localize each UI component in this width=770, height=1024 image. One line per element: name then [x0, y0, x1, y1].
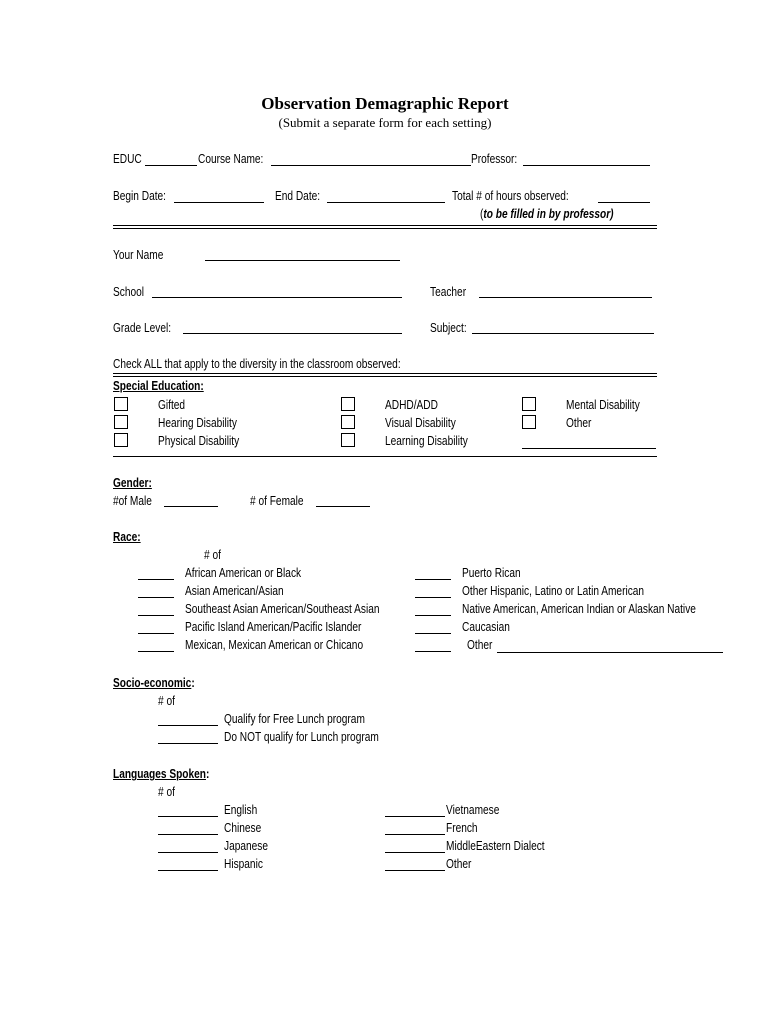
race-count-field[interactable]: [138, 639, 174, 652]
race-option: Pacific Island American/Pacific Islander: [185, 619, 362, 634]
checkbox-hearing-disability[interactable]: [114, 415, 128, 429]
language-count-field[interactable]: [385, 858, 445, 871]
grade-level-label: Grade Level:: [113, 320, 172, 335]
professor-label: Professor:: [471, 151, 518, 166]
language-count-field[interactable]: [158, 822, 218, 835]
diversity-prompt: Check ALL that apply to the diversity in the classroom observed:: [113, 356, 401, 371]
language-count-field[interactable]: [158, 840, 218, 853]
educ-field[interactable]: [145, 153, 197, 166]
language-option: Other: [446, 856, 472, 871]
race-option: Native American, American Indian or Alaskan Native: [462, 601, 696, 616]
race-count-header: # of: [204, 547, 221, 562]
option-label: ADHD/ADD: [385, 397, 438, 412]
educ-label: EDUC: [113, 151, 142, 166]
checkbox-mental-disability[interactable]: [522, 397, 536, 411]
race-count-field[interactable]: [415, 567, 451, 580]
race-count-field[interactable]: [415, 585, 451, 598]
language-option: Chinese: [224, 820, 262, 835]
female-label: # of Female: [250, 493, 304, 508]
language-option: Vietnamese: [446, 802, 500, 817]
no-lunch-count-field[interactable]: [158, 731, 218, 744]
socio-economic-heading: Socio-economic:: [113, 675, 195, 690]
languages-heading: Languages Spoken:: [113, 766, 210, 781]
divider: [113, 228, 657, 229]
your-name-field[interactable]: [205, 248, 400, 261]
race-option: African American or Black: [185, 565, 302, 580]
begin-date-label: Begin Date:: [113, 188, 166, 203]
course-name-field[interactable]: [271, 153, 471, 166]
checkbox-learning-disability[interactable]: [341, 433, 355, 447]
begin-date-field[interactable]: [174, 190, 264, 203]
other-disability-field[interactable]: [522, 436, 656, 449]
option-label: Visual Disability: [385, 415, 456, 430]
divider: [113, 373, 657, 374]
option-label: Physical Disability: [158, 433, 240, 448]
race-option: Southeast Asian American/Southeast Asian: [185, 601, 380, 616]
total-hours-field[interactable]: [598, 190, 650, 203]
divider: [113, 376, 657, 377]
race-heading: Race:: [113, 529, 141, 544]
language-option: Hispanic: [224, 856, 263, 871]
school-field[interactable]: [152, 285, 402, 298]
end-date-field[interactable]: [327, 190, 445, 203]
language-option: Japanese: [224, 838, 268, 853]
special-education-heading: Special Education:: [113, 378, 204, 393]
school-label: School: [113, 284, 145, 299]
language-count-field[interactable]: [385, 804, 445, 817]
race-option: Mexican, Mexican American or Chicano: [185, 637, 364, 652]
subject-label: Subject:: [430, 320, 467, 335]
checkbox-physical-disability[interactable]: [114, 433, 128, 447]
divider: [113, 225, 657, 226]
professor-field[interactable]: [523, 153, 650, 166]
professor-note: (to be filled in by professor): [480, 206, 614, 221]
teacher-field[interactable]: [479, 285, 652, 298]
checkbox-adhd[interactable]: [341, 397, 355, 411]
male-label: #of Male: [113, 493, 152, 508]
grade-level-field[interactable]: [183, 321, 402, 334]
language-option: English: [224, 802, 258, 817]
race-option: Asian American/Asian: [185, 583, 284, 598]
subject-field[interactable]: [472, 321, 654, 334]
language-count-field[interactable]: [158, 858, 218, 871]
language-count-field[interactable]: [385, 840, 445, 853]
race-count-field[interactable]: [415, 621, 451, 634]
race-option: Puerto Rican: [462, 565, 521, 580]
race-option: Other: [467, 637, 493, 652]
race-count-field[interactable]: [138, 567, 174, 580]
language-count-field[interactable]: [385, 822, 445, 835]
race-count-field[interactable]: [138, 603, 174, 616]
checkbox-gifted[interactable]: [114, 397, 128, 411]
male-count-field[interactable]: [164, 494, 218, 507]
language-option: French: [446, 820, 478, 835]
socio-option: Do NOT qualify for Lunch program: [224, 729, 379, 744]
option-label: Gifted: [158, 397, 186, 412]
language-option: MiddleEastern Dialect: [446, 838, 545, 853]
page-subtitle: (Submit a separate form for each setting): [278, 115, 492, 130]
race-other-field[interactable]: [497, 640, 723, 653]
socio-option: Qualify for Free Lunch program: [224, 711, 365, 726]
race-count-field[interactable]: [138, 621, 174, 634]
checkbox-visual-disability[interactable]: [341, 415, 355, 429]
race-count-field[interactable]: [415, 639, 451, 652]
teacher-label: Teacher: [430, 284, 467, 299]
checkbox-other[interactable]: [522, 415, 536, 429]
option-label: Hearing Disability: [158, 415, 237, 430]
language-count-field[interactable]: [158, 804, 218, 817]
option-label: Other: [566, 415, 592, 430]
socio-count-header: # of: [158, 693, 175, 708]
race-option: Other Hispanic, Latino or Latin American: [462, 583, 645, 598]
total-hours-label: Total # of hours observed:: [452, 188, 569, 203]
divider: [113, 456, 657, 457]
race-count-field[interactable]: [138, 585, 174, 598]
your-name-label: Your Name: [113, 247, 164, 262]
race-count-field[interactable]: [415, 603, 451, 616]
end-date-label: End Date:: [275, 188, 321, 203]
female-count-field[interactable]: [316, 494, 370, 507]
course-name-label: Course Name:: [198, 151, 264, 166]
languages-count-header: # of: [158, 784, 175, 799]
option-label: Mental Disability: [566, 397, 640, 412]
race-option: Caucasian: [462, 619, 510, 634]
page-title: Observation Demagraphic Report: [261, 94, 509, 113]
gender-heading: Gender:: [113, 475, 152, 490]
free-lunch-count-field[interactable]: [158, 713, 218, 726]
option-label: Learning Disability: [385, 433, 468, 448]
